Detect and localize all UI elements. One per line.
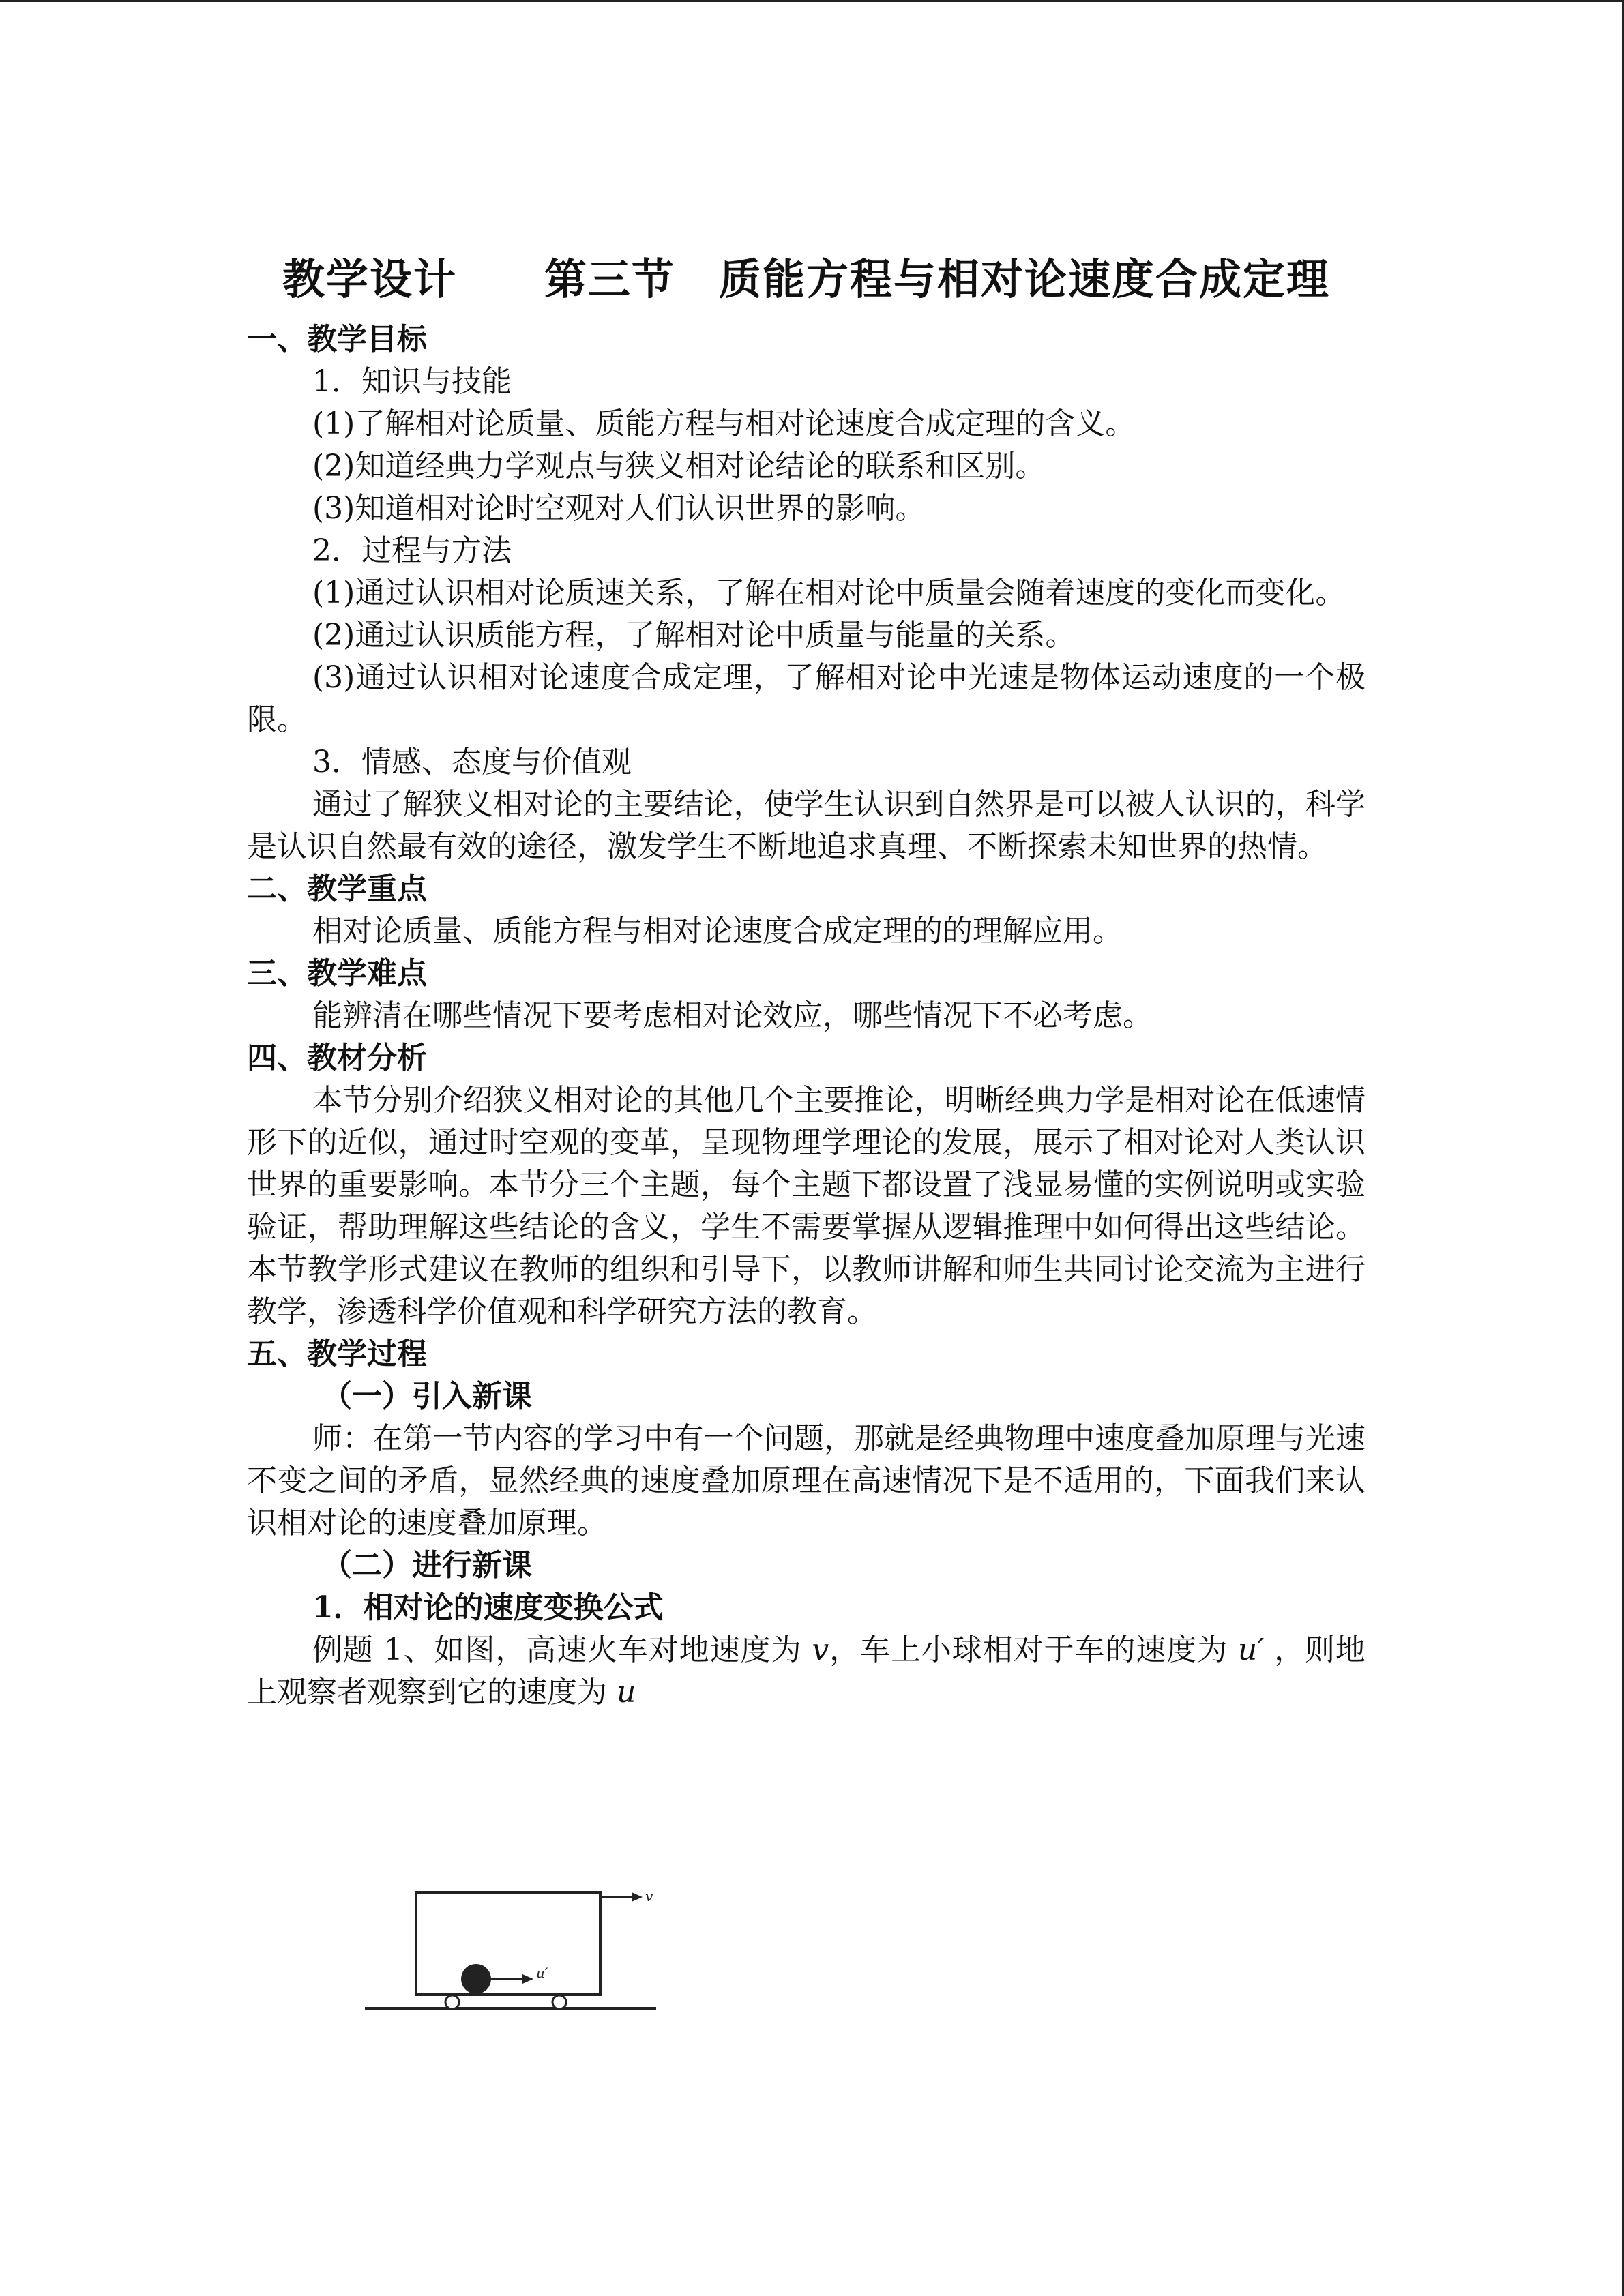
var-u-prime: u′ [1237, 1632, 1265, 1667]
page-title: 教学设计 第三节 质能方程与相对论速度合成定理 [282, 254, 1330, 304]
heading-teaching-process: 五、教学过程 [247, 1337, 427, 1371]
var-v: v [812, 1632, 829, 1667]
objective-process-2: (2)通过认识质能方程，了解相对论中质量与能量的关系。 [312, 618, 1076, 653]
objective-knowledge-title: 1．知识与技能 [312, 364, 512, 399]
objective-process-1: (1)通过认识相对论质速关系，了解在相对论中质量会随着速度的变化而变化。 [312, 576, 1346, 610]
label-v: v [645, 1889, 653, 1905]
ball-velocity-arrowhead [522, 1974, 533, 1984]
heading-material-analysis: 四、教材分析 [247, 1041, 427, 1075]
example-text-a: 例题 1、如图，高速火车对地速度为 [312, 1632, 812, 1667]
objective-process-title: 2．过程与方法 [312, 533, 512, 568]
topic-velocity-transform: 1．相对论的速度变换公式 [312, 1590, 664, 1625]
document-body [247, 245, 1365, 1714]
subheading-intro: （一）引入新课 [322, 1379, 532, 1414]
objective-knowledge-3: (3)知道相对论时空观对人们认识世界的影响。 [312, 491, 926, 526]
heading-objectives: 一、教学目标 [247, 322, 427, 357]
wheel-right [552, 1995, 566, 2009]
train-ball-figure [361, 1889, 689, 2012]
difficulties-text: 能辨清在哪些情况下要考虑相对论效应，哪些情况下不必考虑。 [312, 998, 1153, 1033]
objective-process-3: (3)通过认识相对论速度合成定理，了解相对论中光速是物体运动速度的一个极限。 [247, 660, 1365, 737]
heading-difficulties: 三、教学难点 [247, 956, 427, 991]
intro-text: 师：在第一节内容的学习中有一个问题，那就是经典物理中速度叠加原理与光速不变之间的矛盾，显然经典的速度叠加原理在高速情况下是不适用的，下面我们来认识相对论的速度叠加原理。 [247, 1421, 1365, 1540]
subheading-new-lesson: （二）进行新课 [322, 1548, 532, 1583]
example-text-b: ，车上小球相对于车的速度为 [829, 1632, 1238, 1667]
train-velocity-arrowhead [632, 1892, 643, 1902]
objective-emotion-text: 通过了解狭义相对论的主要结论，使学生认识到自然界是可以被人认识的，科学是认识自然最有效的途径，激发学生不断地追求真理、不断探索未知世界的热情。 [247, 787, 1365, 864]
example-text-c: ，则地上观察者观察到它的速度为 [247, 1632, 1365, 1710]
objective-emotion-title: 3．情感、态度与价值观 [312, 745, 632, 779]
ball [461, 1964, 491, 1994]
objective-knowledge-1: (1)了解相对论质量、质能方程与相对论速度合成定理的含义。 [312, 406, 1136, 441]
heading-key-points: 二、教学重点 [247, 871, 427, 906]
key-points-text: 相对论质量、质能方程与相对论速度合成定理的的理解应用。 [312, 914, 1123, 949]
material-analysis-text: 本节分别介绍狭义相对论的其他几个主要推论，明晰经典力学是相对论在低速情形下的近似，通过时空观的变革，呈现物理学理论的发展，展示了相对论对人类认识世界的重要影响。本节分三个主题，每个主题下都设置了浅显易懂的实例说明或实验验证，帮助理解这些结论的含义，学生不需要掌握从逻辑推理中如何得出这些结论。本节教学形式建议在教师的组织和引导下，以教师讲解和师生共同讨论交流为主进行教学，渗透科学价值观和科学研究方法的教育。 [247, 1083, 1365, 1329]
var-u: u [617, 1675, 636, 1710]
wheel-left [445, 1995, 459, 2009]
label-u-prime: u′ [536, 1965, 548, 1981]
example-1-text [247, 1629, 1365, 1714]
objective-knowledge-2: (2)知道经典力学观点与狭义相对论结论的联系和区别。 [312, 449, 1046, 483]
page-border-top [0, 0, 1624, 2]
